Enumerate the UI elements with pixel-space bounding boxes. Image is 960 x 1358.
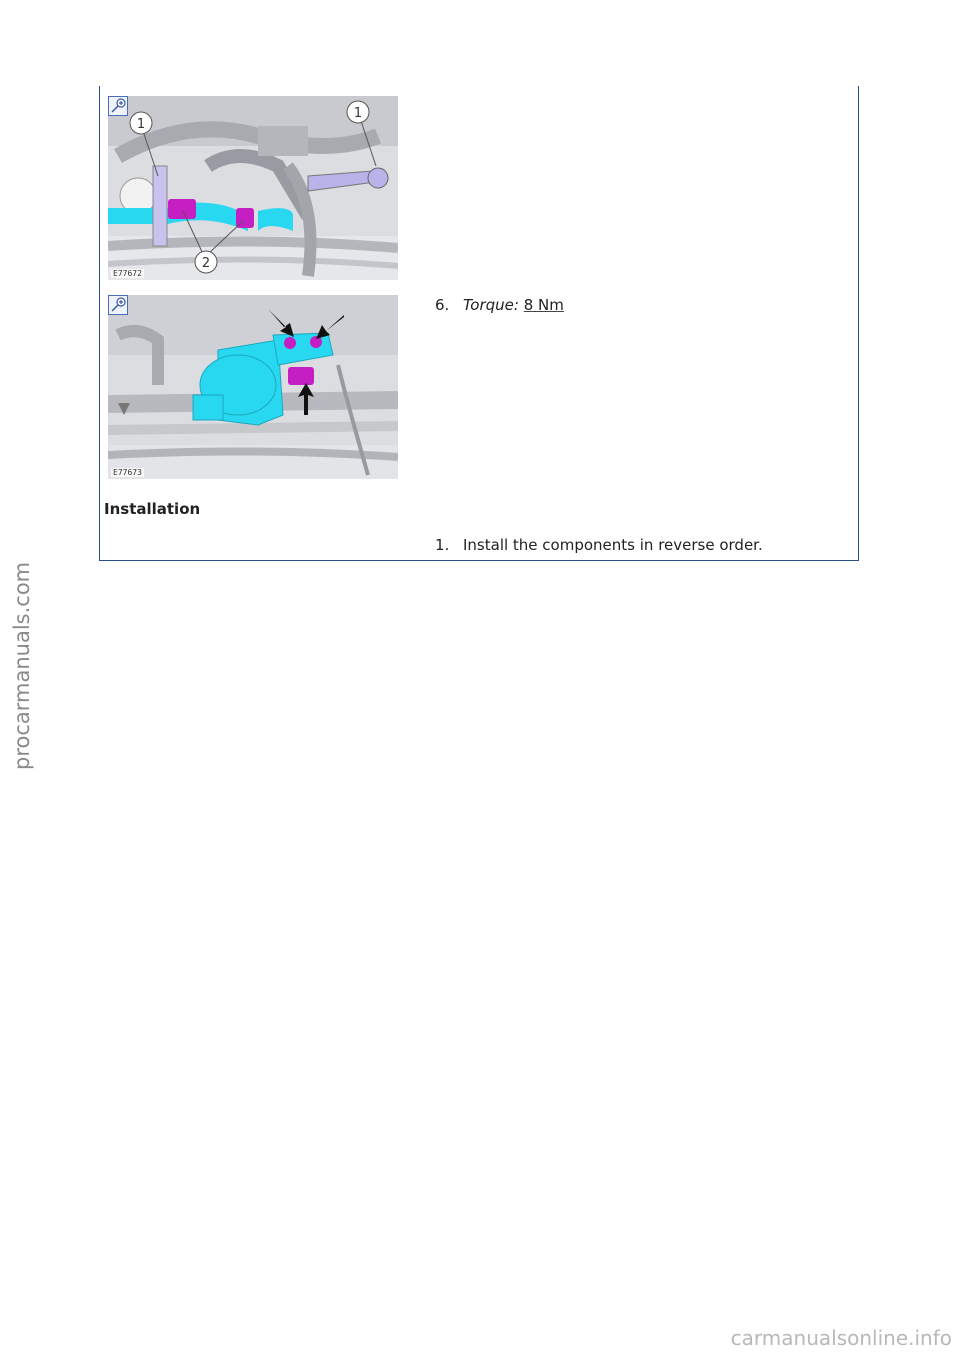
figure-e77672[interactable] [108, 96, 398, 280]
step-number: 1. [435, 536, 450, 554]
figure-code: E77672 [113, 269, 142, 278]
callout-1-left: 1 [136, 117, 146, 132]
step-number: 6. [435, 296, 450, 314]
step-text: Install the components in reverse order. [463, 536, 763, 554]
figure-e77673[interactable] [108, 295, 398, 479]
zoom-icon[interactable] [108, 96, 128, 116]
figure-code: E77673 [113, 468, 142, 477]
side-watermark: procarmanuals.com [10, 561, 34, 770]
torque-value-link[interactable]: 8 Nm [523, 296, 564, 314]
zoom-icon[interactable] [108, 295, 128, 315]
callout-1-right: 1 [353, 106, 363, 121]
illustration-pump-bolts [108, 295, 398, 479]
callout-2: 2 [201, 256, 211, 271]
installation-step-1 [435, 536, 763, 554]
bottom-watermark: carmanualsonline.info [730, 1326, 952, 1350]
illustration-hoses [108, 96, 398, 280]
torque-label: Torque: [463, 296, 519, 314]
removal-step-6 [435, 296, 564, 314]
installation-heading: Installation [104, 500, 201, 518]
